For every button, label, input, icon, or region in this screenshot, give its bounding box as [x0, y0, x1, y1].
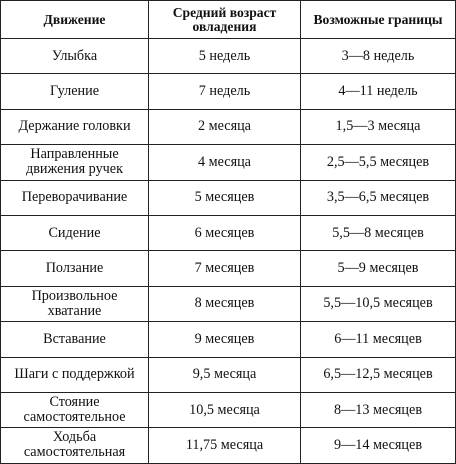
- cell-movement: Улыбка: [1, 39, 149, 74]
- cell-range: 1,5—3 месяца: [301, 109, 456, 144]
- cell-average-age: 2 месяца: [149, 109, 301, 144]
- cell-range: 3—8 недель: [301, 39, 456, 74]
- cell-average-age: 4 месяца: [149, 145, 301, 180]
- cell-range: 8—13 месяцев: [301, 392, 456, 427]
- cell-movement: Сидение: [1, 215, 149, 250]
- cell-average-age: 11,75 месяца: [149, 428, 301, 463]
- cell-movement: Переворачивание: [1, 180, 149, 215]
- table-row: [1, 109, 456, 144]
- cell-range: 4—11 недель: [301, 74, 456, 109]
- cell-average-age: 10,5 месяца: [149, 392, 301, 427]
- table-row: [1, 357, 456, 392]
- cell-average-age: 5 недель: [149, 39, 301, 74]
- cell-movement: Стояние самостоятельное: [1, 392, 149, 427]
- header-average-age: Средний возраст овладения: [149, 1, 301, 39]
- cell-average-age: 7 месяцев: [149, 251, 301, 286]
- table-row: [1, 145, 456, 180]
- cell-range: 5—9 месяцев: [301, 251, 456, 286]
- table-row: [1, 428, 456, 463]
- cell-movement: Произвольное хватание: [1, 286, 149, 321]
- table-row: [1, 74, 456, 109]
- table-row: [1, 251, 456, 286]
- cell-movement: Ползание: [1, 251, 149, 286]
- cell-range: 9—14 месяцев: [301, 428, 456, 463]
- cell-range: 5,5—10,5 месяцев: [301, 286, 456, 321]
- cell-range: 2,5—5,5 месяцев: [301, 145, 456, 180]
- table-row: [1, 215, 456, 250]
- cell-movement: Держание головки: [1, 109, 149, 144]
- table-row: [1, 286, 456, 321]
- header-range: Возможные границы: [301, 1, 456, 39]
- header-row: [1, 1, 456, 39]
- table-row: [1, 39, 456, 74]
- table-row: [1, 322, 456, 357]
- header-movement: Движение: [1, 1, 149, 39]
- table-row: [1, 180, 456, 215]
- cell-movement: Ходьба самостоятельная: [1, 428, 149, 463]
- cell-range: 5,5—8 месяцев: [301, 215, 456, 250]
- cell-movement: Гуление: [1, 74, 149, 109]
- cell-movement: Направленные движения ручек: [1, 145, 149, 180]
- cell-movement: Вставание: [1, 322, 149, 357]
- cell-average-age: 6 месяцев: [149, 215, 301, 250]
- cell-range: 3,5—6,5 месяцев: [301, 180, 456, 215]
- cell-average-age: 5 месяцев: [149, 180, 301, 215]
- cell-range: 6,5—12,5 месяцев: [301, 357, 456, 392]
- cell-range: 6—11 месяцев: [301, 322, 456, 357]
- cell-movement: Шаги с поддержкой: [1, 357, 149, 392]
- cell-average-age: 7 недель: [149, 74, 301, 109]
- cell-average-age: 9,5 месяца: [149, 357, 301, 392]
- cell-average-age: 9 месяцев: [149, 322, 301, 357]
- cell-average-age: 8 месяцев: [149, 286, 301, 321]
- table-row: [1, 392, 456, 427]
